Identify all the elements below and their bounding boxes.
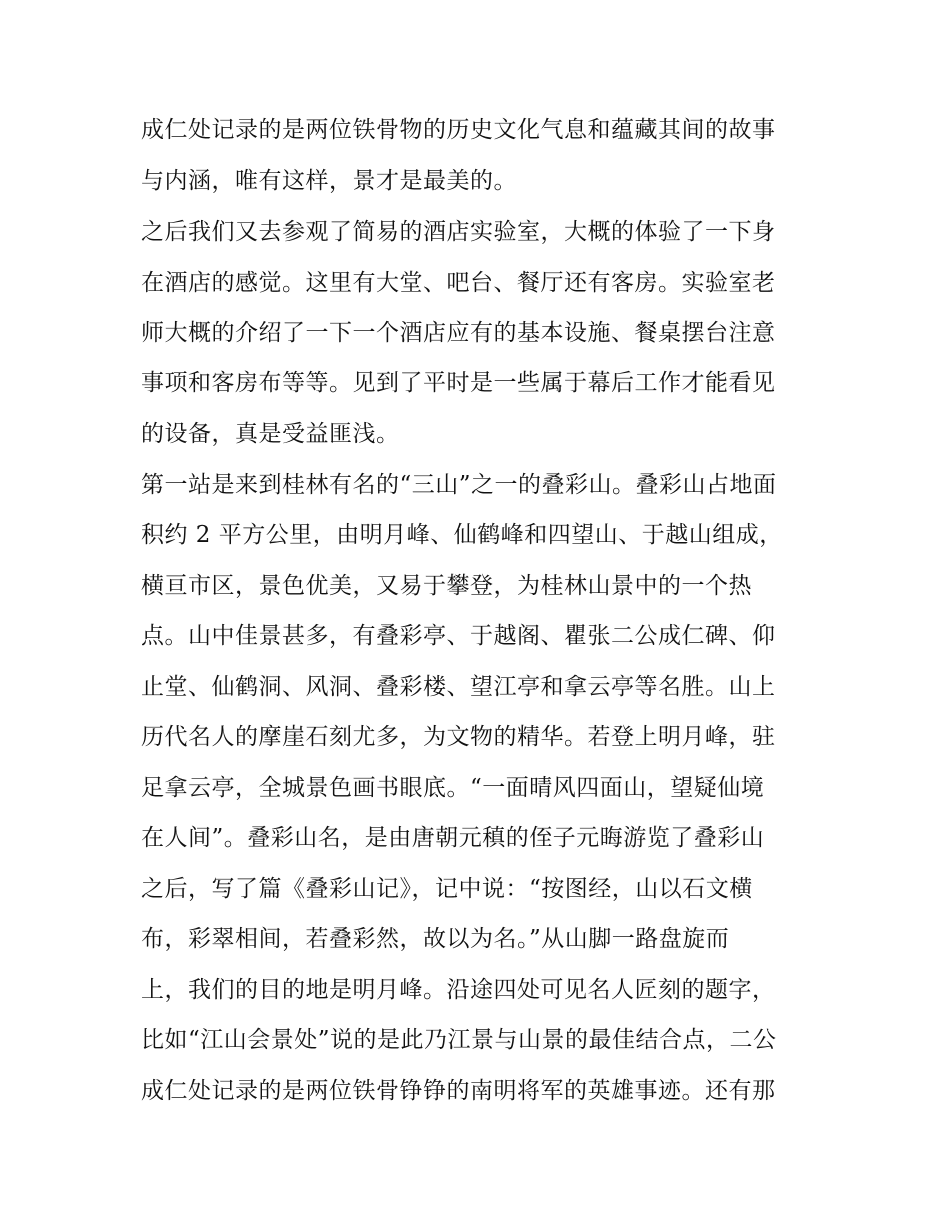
- text-line: 之后，写了篇《叠彩山记》，记中说：“按图经，山以石文横: [141, 876, 753, 902]
- text-line: 之后我们又去参观了简易的酒店实验室，大概的体验了一下身: [141, 219, 776, 245]
- text-line: 在人间”。叠彩山名，是由唐朝元稹的侄子元晦游览了叠彩山: [141, 825, 765, 851]
- text-line: 的设备，真是受益匪浅。: [141, 421, 400, 447]
- text-line: 横亘市区，景色优美，又易于攀登，为桂林山景中的一个热: [141, 573, 752, 599]
- text-line: 止堂、仙鹤洞、风洞、叠彩楼、望江亭和拿云亭等名胜。山上: [141, 674, 776, 700]
- text-line: 上，我们的目的地是明月峰。沿途四处可见名人匠刻的题字，: [141, 977, 776, 1003]
- text-line: 成仁处记录的是两位铁骨物的历史文化气息和蕴藏其间的故事: [141, 117, 776, 143]
- text-line: 成仁处记录的是两位铁骨铮铮的南明将军的英雄事迹。还有那: [141, 1078, 776, 1104]
- text-line: 第一站是来到桂林有名的“三山”之一的叠彩山。叠彩山占地面: [141, 472, 777, 498]
- text-line: 点。山中佳景甚多，有叠彩亭、于越阁、瞿张二公成仁碑、仰: [141, 623, 776, 649]
- text-line: 布，彩翠相间，若叠彩然，故以为名。”从山脚一路盘旋而: [141, 926, 730, 952]
- text-line: 比如“江山会景处”说的是此乃江景与山景的最佳结合点，二公: [141, 1027, 777, 1053]
- text-line: 在酒店的感觉。这里有大堂、吧台、餐厅还有客房。实验室老: [141, 270, 776, 296]
- text-line: 与内涵，唯有这样，景才是最美的。: [141, 168, 517, 194]
- text-line: 事项和客房布等等。见到了平时是一些属于幕后工作才能看见: [141, 370, 776, 396]
- text-line: 积约 2 平方公里，由明月峰、仙鹤峰和四望山、于越山组成，: [141, 522, 783, 548]
- text-line: 足拿云亭，全城景色画书眼底。“一面晴风四面山，望疑仙境: [141, 775, 765, 801]
- text-line: 师大概的介绍了一下一个酒店应有的基本设施、餐桌摆台注意: [141, 320, 776, 346]
- text-line: 历代名人的摩崖石刻尤多，为文物的精华。若登上明月峰，驻: [141, 724, 776, 750]
